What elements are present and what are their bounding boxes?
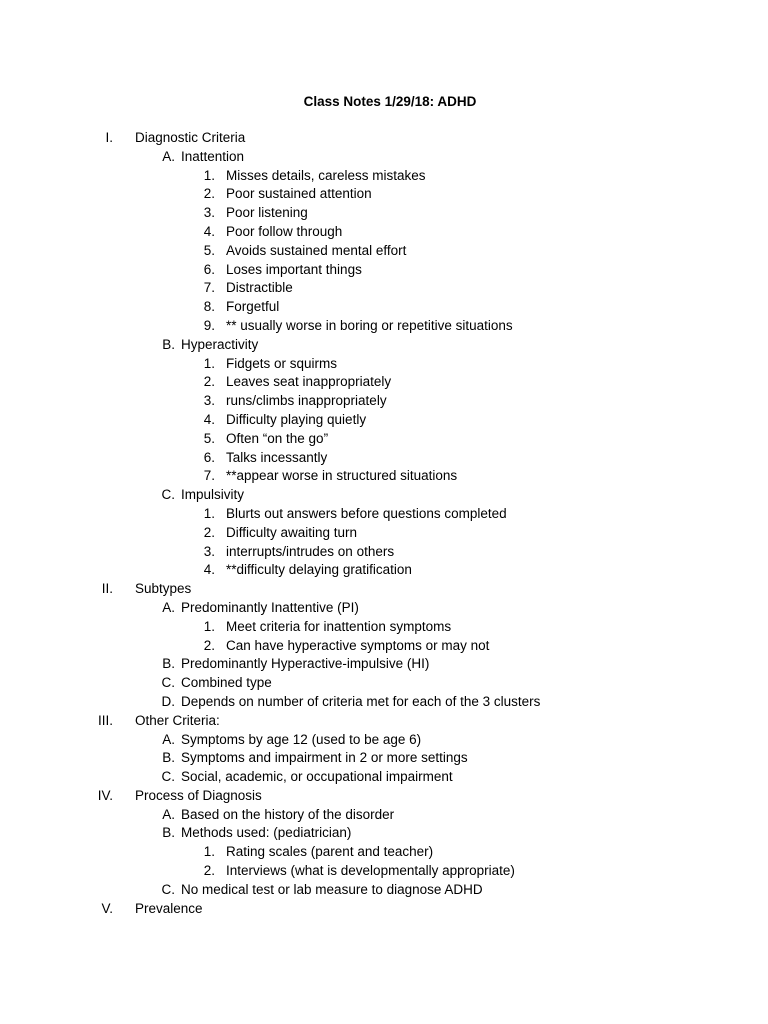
outline-text: Misses details, careless mistakes [226,167,426,183]
outline-subsection [0,655,768,674]
outline-marker: 1. [203,618,215,634]
outline-list [0,129,768,918]
outline-marker: B. [162,336,175,352]
outline-item [0,505,768,524]
outline-text: Avoids sustained mental effort [226,242,407,258]
outline-item [0,618,768,637]
outline-marker: II. [101,581,113,597]
outline-text: Symptoms by age 12 (used to be age 6) [181,731,422,747]
outline-text: No medical test or lab measure to diagnose ADHD [181,881,483,897]
outline-text: Predominantly Inattentive (PI) [181,599,359,615]
outline-marker: 1. [203,167,215,183]
outline-marker: B. [162,825,175,841]
outline-text: Talks incessantly [226,449,328,465]
outline-item [0,167,768,186]
outline-item [0,242,768,261]
outline-marker: A. [162,731,175,747]
outline-marker: 3. [203,543,215,559]
outline-subsection [0,806,768,825]
outline-marker: C. [161,675,175,691]
outline-text: ** usually worse in boring or repetitive situations [226,317,513,333]
outline-item [0,543,768,562]
outline-marker: 4. [203,562,215,578]
outline-item [0,355,768,374]
outline-text: **appear worse in structured situations [226,468,458,484]
page-title: Class Notes 1/29/18: ADHD [303,94,477,109]
outline-text: Process of Diagnosis [135,787,262,803]
outline-marker: A. [162,599,175,615]
outline-text: Inattention [181,148,245,164]
outline-text: Poor follow through [226,223,343,239]
outline-text: Symptoms and impairment in 2 or more settings [181,750,468,766]
outline-item [0,298,768,317]
outline-text: runs/climbs inappropriately [226,393,387,409]
outline-marker: 2. [203,863,215,879]
outline-text: Subtypes [135,581,192,597]
outline-marker: 9. [203,317,215,333]
outline-marker: 5. [203,242,215,258]
outline-marker: 7. [203,468,215,484]
outline-text: Impulsivity [181,487,245,503]
outline-text: Leaves seat inappropriately [226,374,392,390]
outline-marker: 4. [203,223,215,239]
outline-text: Difficulty playing quietly [226,411,367,427]
outline-marker: 3. [203,205,215,221]
outline-marker: III. [97,712,113,728]
outline-text: Depends on number of criteria met for each of the 3 clusters [181,693,541,709]
outline-marker: 6. [203,261,215,277]
outline-section [0,129,768,148]
outline-marker: A. [162,148,175,164]
outline-text: Poor listening [226,205,308,221]
outline-marker: 8. [203,299,215,315]
outline-item [0,261,768,280]
outline-text: Blurts out answers before questions completed [226,505,507,521]
outline-text: Fidgets or squirms [226,355,338,371]
outline-item [0,223,768,242]
outline-subsection [0,148,768,167]
outline-marker: 1. [203,355,215,371]
outline-marker: 2. [203,186,215,202]
outline-text: Based on the history of the disorder [181,806,395,822]
outline-text: Poor sustained attention [226,186,372,202]
outline-text: Predominantly Hyperactive-impulsive (HI) [181,656,430,672]
outline-item [0,204,768,223]
outline-subsection [0,881,768,900]
outline-text: Forgetful [226,299,280,315]
outline-section [0,712,768,731]
outline-marker: B. [162,656,175,672]
outline-text: Can have hyperactive symptoms or may not [226,637,490,653]
outline-marker: C. [161,769,175,785]
outline-text: interrupts/intrudes on others [226,543,395,559]
outline-text: Methods used: (pediatrician) [181,825,352,841]
outline-text: **difficulty delaying gratification [226,562,412,578]
outline-item [0,185,768,204]
outline-subsection [0,768,768,787]
outline-item [0,637,768,656]
outline-text: Social, academic, or occupational impairment [181,769,453,785]
outline-item [0,279,768,298]
outline-text: Meet criteria for inattention symptoms [226,618,452,634]
outline-marker: IV. [97,787,113,803]
outline-marker: 3. [203,393,215,409]
outline-subsection [0,824,768,843]
outline-subsection [0,674,768,693]
outline-subsection [0,599,768,618]
outline-subsection [0,749,768,768]
outline-section [0,900,768,919]
outline-item [0,449,768,468]
outline-text: Difficulty awaiting turn [226,524,358,540]
outline-subsection [0,693,768,712]
outline-marker: C. [161,487,175,503]
outline-item [0,373,768,392]
outline-subsection [0,731,768,750]
outline-item [0,467,768,486]
outline-marker: V. [101,900,113,916]
outline-section [0,787,768,806]
outline-marker: 2. [203,374,215,390]
outline-text: Other Criteria: [135,712,220,728]
outline-subsection [0,486,768,505]
outline-text: Prevalence [135,900,203,916]
outline-marker: 4. [203,411,215,427]
outline-marker: 5. [203,430,215,446]
outline-text: Loses important things [226,261,362,277]
outline-item [0,411,768,430]
outline-text: Often “on the go” [226,430,329,446]
outline-text: Distractible [226,280,293,296]
outline-text: Rating scales (parent and teacher) [226,844,434,860]
outline-item [0,561,768,580]
outline-marker: A. [162,806,175,822]
outline-marker: C. [161,881,175,897]
outline-item [0,862,768,881]
outline-marker: 7. [203,280,215,296]
outline-marker: 1. [203,844,215,860]
outline-item [0,843,768,862]
outline-text: Combined type [181,675,272,691]
outline-text: Interviews (what is developmentally appropriate) [226,863,515,879]
outline-section [0,580,768,599]
outline-marker: D. [161,693,175,709]
outline-item [0,317,768,336]
outline-item [0,392,768,411]
outline-marker: 2. [203,524,215,540]
outline-marker: B. [162,750,175,766]
outline-marker: 6. [203,449,215,465]
outline-item [0,524,768,543]
outline-marker: 2. [203,637,215,653]
outline-subsection [0,336,768,355]
outline-text: Hyperactivity [181,336,259,352]
outline-text: Diagnostic Criteria [135,130,246,145]
outline-marker: I. [105,130,113,145]
outline-marker: 1. [203,505,215,521]
outline-item [0,430,768,449]
